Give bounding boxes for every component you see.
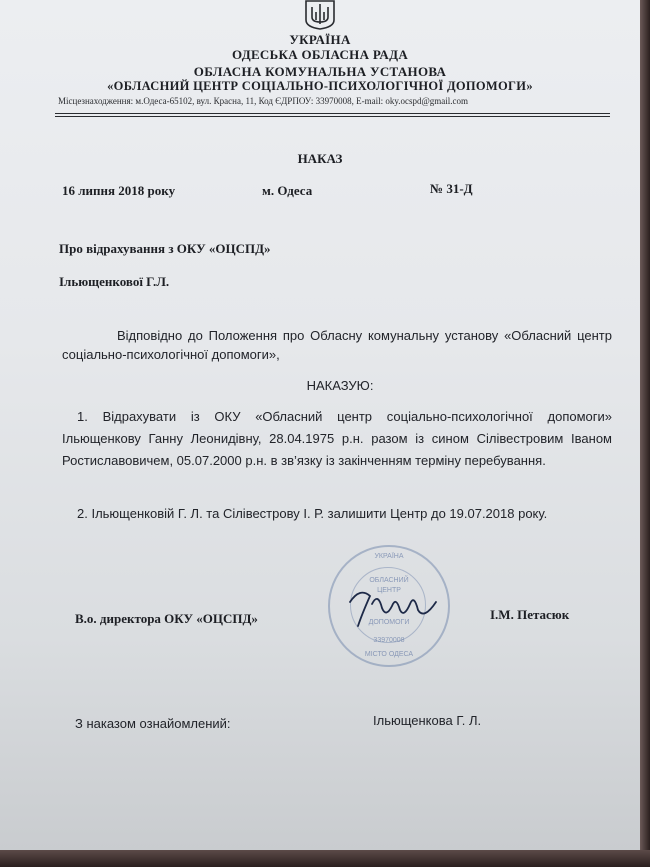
header-rule-1	[55, 113, 610, 114]
order-number: № 31-Д	[430, 181, 473, 196]
acknowledgment-name: Ільющенкова Г. Л.	[373, 713, 482, 728]
header-institution-name: «ОБЛАСНИЙ ЦЕНТР СОЦІАЛЬНО-ПСИХОЛОГІЧНОЇ ДОПОМОГИ»	[107, 79, 533, 93]
stamp-code: 33970008	[373, 637, 405, 644]
preamble-paragraph: Відповідно до Положення про Обласну комунальну установу «Обласний центр соціально-психологічної допомоги»,	[62, 328, 612, 362]
trident-emblem-icon	[301, 0, 339, 30]
order-date: 16 липня 2018 року	[62, 183, 176, 198]
stamp-center-text-1: ОБЛАСНИЙ	[369, 577, 409, 584]
stamp-center-text-2: ЦЕНТР	[377, 587, 401, 594]
background-edge-bottom	[0, 850, 650, 867]
signature-position: В.о. директора ОКУ «ОЦСПД»	[75, 611, 258, 626]
acknowledgment-label: З наказом ознайомлений:	[75, 716, 231, 731]
header-address: Місцезнаходження: м.Одеса-65102, вул. Красна, 11, Код ЄДРПОУ: 33970008, E-mail: oky.ocspd@gmail.com	[58, 96, 469, 106]
stamp-bottom-text: МІСТО ОДЕСА	[364, 651, 414, 658]
subject-line-2: Ільющенкової Г.Л.	[59, 274, 170, 289]
stamp-top-text: УКРАЇНА	[374, 553, 404, 560]
background-edge-right	[640, 0, 650, 867]
order-item-2: 2. Ільющенковій Г. Л. та Сілівестрову І. Р. залишити Центр до 19.07.2018 року.	[77, 506, 548, 521]
header-institution-type: ОБЛАСНА КОМУНАЛЬНА УСТАНОВА	[193, 64, 447, 79]
stamp-center-text-3: ДОПОМОГИ	[368, 619, 410, 626]
order-item-1: 1. Відрахувати із ОКУ «Обласний центр соціально-психологічної допомоги» Ільющенкову Ганну Леонидівну, 28.04.1975 р.н. разом із сином Сілівестровим Іваном Ростиславовичем, 05.07.2000 р.н. в зв’язку із закінченням терміну перебування.	[62, 409, 612, 468]
directive-heading: НАКАЗУЮ:	[306, 378, 374, 393]
header-rule-2	[55, 116, 610, 117]
handwritten-signature	[340, 582, 450, 632]
signature-name: І.М. Петасюк	[490, 607, 570, 622]
order-city: м. Одеса	[262, 183, 313, 198]
header-council: ОДЕСЬКА ОБЛАСНА РАДА	[231, 47, 409, 62]
subject-line-1: Про відрахування з ОКУ «ОЦСПД»	[59, 241, 271, 256]
order-title: НАКАЗ	[297, 151, 343, 166]
header-country: УКРАЇНА	[289, 32, 351, 47]
